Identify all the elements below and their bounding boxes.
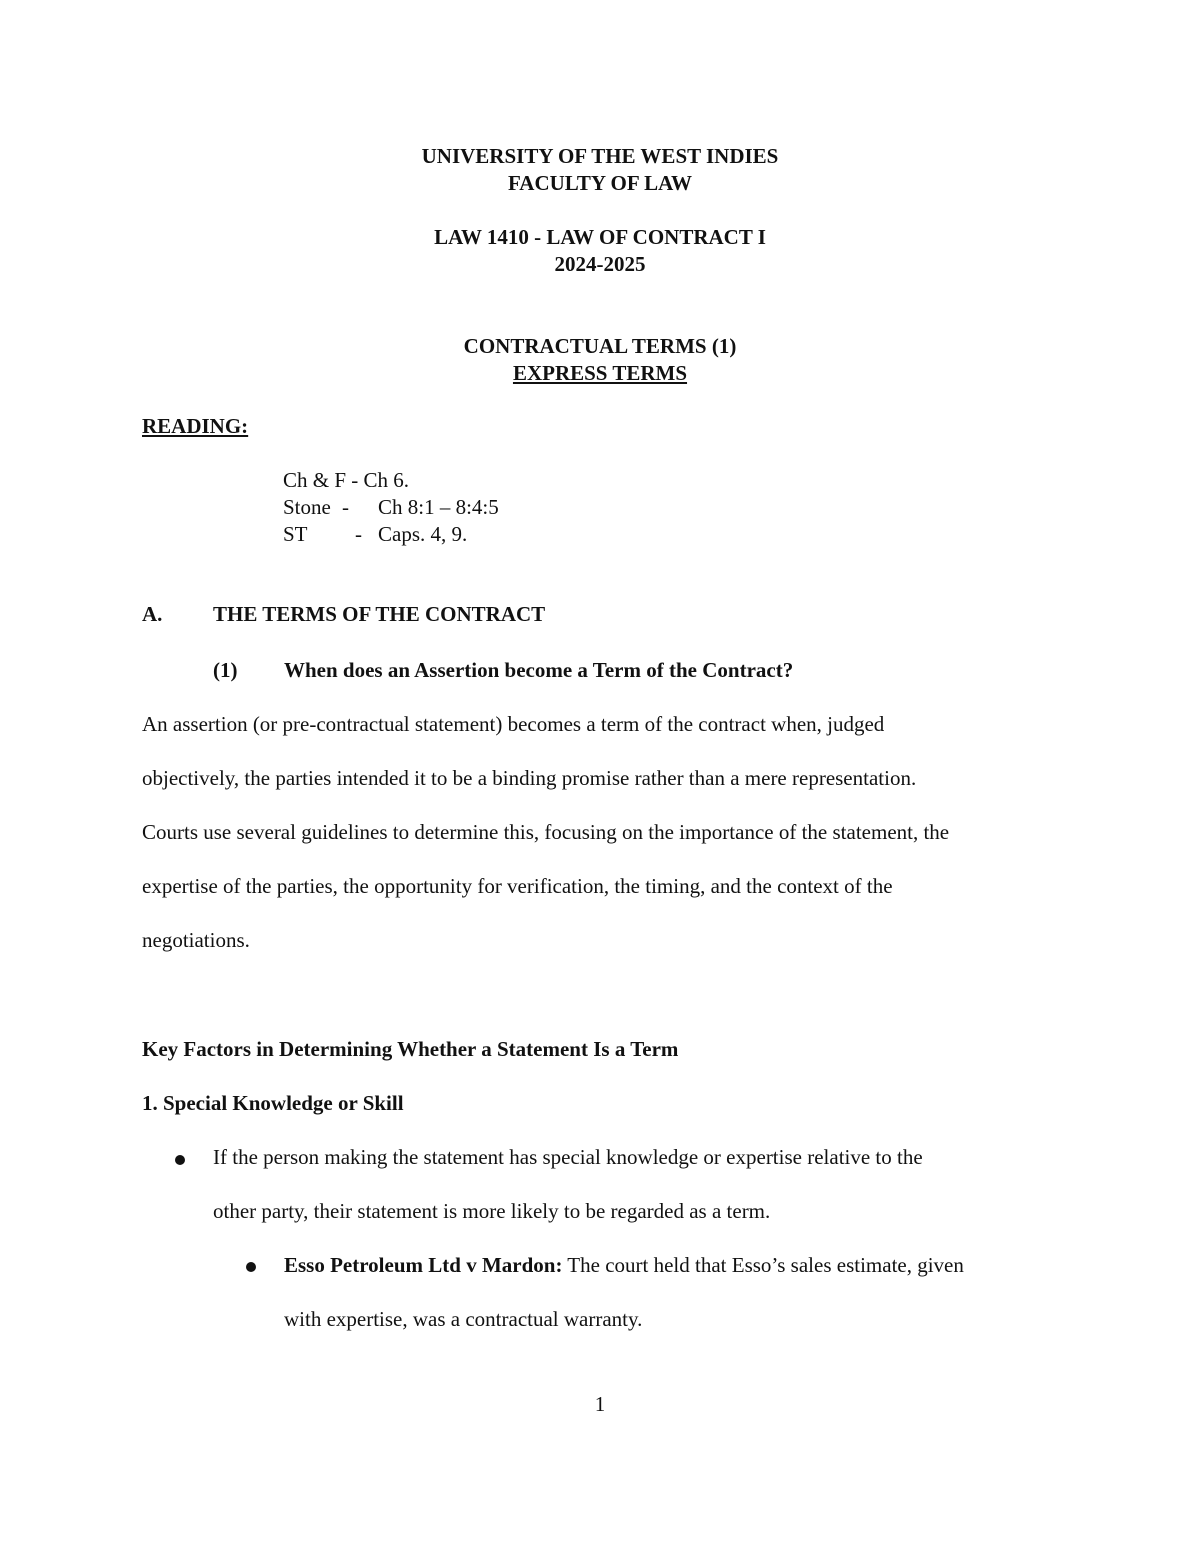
reading-reference: Ch 8:1 – 8:4:5: [378, 495, 499, 519]
bullet-icon: [246, 1262, 256, 1272]
case-name: Esso Petroleum Ltd v Mardon:: [284, 1253, 563, 1277]
reading-source: Stone: [283, 495, 331, 519]
reading-heading: READING:: [142, 414, 249, 438]
bullet-line: other party, their statement is more likely to be regarded as a term.: [213, 1199, 771, 1223]
reading-item: [283, 470, 409, 491]
reading-item: [283, 524, 308, 545]
bullet-line: If the person making the statement has special knowledge or expertise relative to the: [213, 1145, 923, 1169]
academic-year: 2024-2025: [554, 252, 646, 276]
case-entry: [284, 1255, 964, 1276]
section-label: A.: [142, 602, 163, 626]
case-text-continued: with expertise, was a contractual warranty.: [284, 1307, 643, 1331]
reading-source: ST: [283, 522, 308, 546]
reading-separator: -: [355, 522, 362, 546]
paragraph-line: expertise of the parties, the opportunity for verification, the timing, and the context of the: [142, 874, 893, 898]
key-factors-heading: Key Factors in Determining Whether a Statement Is a Term: [142, 1037, 679, 1061]
reading-item: [283, 497, 331, 518]
reading-reference: Caps. 4, 9.: [378, 522, 468, 546]
reading-separator: -: [351, 468, 359, 492]
case-text: The court held that Esso’s sales estimate, given: [562, 1253, 964, 1277]
bullet-icon: [175, 1155, 185, 1165]
paragraph-line: negotiations.: [142, 928, 250, 952]
factor-title: 1. Special Knowledge or Skill: [142, 1091, 404, 1115]
faculty-title: FACULTY OF LAW: [508, 171, 692, 195]
subtopic-title: EXPRESS TERMS: [512, 361, 688, 385]
reading-source: Ch & F: [283, 468, 347, 492]
paragraph-line: objectively, the parties intended it to be a binding promise rather than a mere representation.: [142, 766, 917, 790]
paragraph-line: Courts use several guidelines to determine this, focusing on the importance of the statement, the: [142, 820, 950, 844]
section-title: THE TERMS OF THE CONTRACT: [213, 602, 546, 626]
reading-separator: -: [342, 495, 349, 519]
paragraph-line: An assertion (or pre-contractual statement) becomes a term of the contract when, judged: [142, 712, 885, 736]
subsection-title: When does an Assertion become a Term of the Contract?: [284, 658, 794, 682]
reading-reference: Ch 6.: [363, 468, 410, 492]
page-number: 1: [594, 1392, 606, 1416]
topic-title: CONTRACTUAL TERMS (1): [463, 334, 737, 358]
university-title: UNIVERSITY OF THE WEST INDIES: [421, 144, 779, 168]
subsection-label: (1): [213, 658, 238, 682]
course-title: LAW 1410 - LAW OF CONTRACT I: [434, 225, 766, 249]
